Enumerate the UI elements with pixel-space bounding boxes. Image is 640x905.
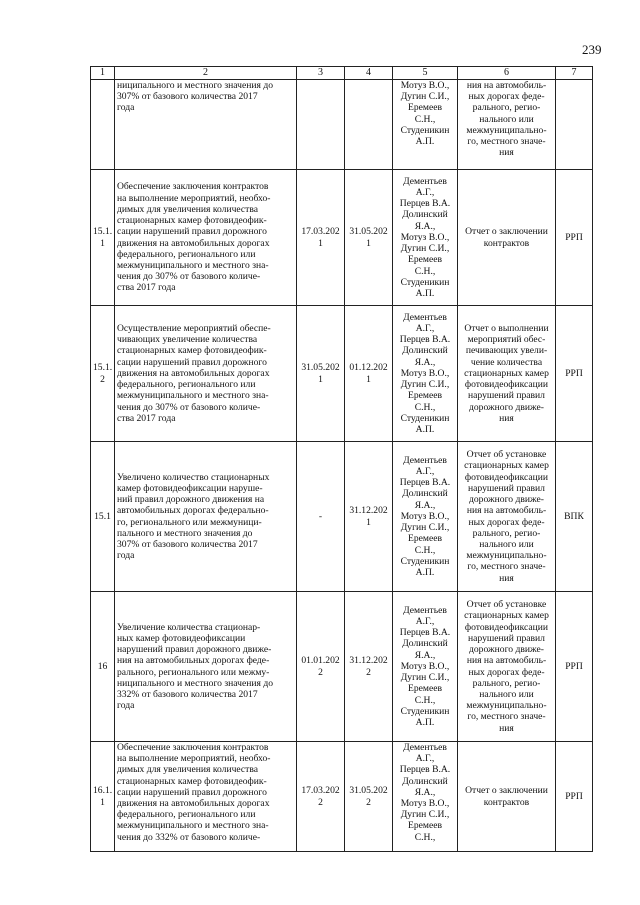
- result-document: Отчет о заключении контрактов: [465, 226, 548, 249]
- end-date: 31.12.202 1: [349, 505, 388, 528]
- header-cell: 2: [115, 67, 297, 80]
- table-row: [91, 442, 593, 592]
- row-number: 16.1. 1: [93, 785, 113, 808]
- header-cell: 3: [297, 67, 345, 80]
- header-row: [91, 67, 593, 80]
- table-row: [91, 170, 593, 306]
- responsible-persons: Дементьев А.Г., Перцев В.А. Долинский Я.А., Мотуз В.О., Дугин С.И., Еремеев С.Н., Студеникин А.П.: [399, 604, 451, 728]
- end-date: 31.05.202 2: [349, 785, 388, 808]
- header-cell: 1: [91, 67, 115, 80]
- control-level: РРП: [565, 790, 583, 802]
- start-date: 17.03.202 1: [301, 226, 340, 249]
- row-number: 16: [97, 660, 108, 672]
- table-row: [91, 592, 593, 742]
- end-date: 31.12.202 2: [349, 655, 388, 678]
- measure-name: Осуществление мероприятий обеспе- чивающих увеличение количества стационарных камер фотовидеофик- сации нарушений правил дорожного движения на автомобильных дорогах федерального, регионального или межмуниципального и местного зна- чения до 307% от базового количе- ства 2017 года: [117, 323, 271, 424]
- responsible-persons: Мотуз В.О., Дугин С.И., Еремеев С.Н., Студеникин А.П.: [400, 80, 450, 148]
- table-row: [91, 306, 593, 442]
- measure-name: Обеспечение заключения контрактов на выполнение мероприятий, необхо- димых для увеличения количества стационарных камер фотовидеофик- сации нарушений правил дорожного движения на автомобильных дорогах федерального, регионального или межмуниципального и местного зна- чения до 307% от базового количе- ства 2017 года: [117, 181, 271, 294]
- start-date: -: [318, 510, 323, 522]
- end-date: 01.12.202 1: [349, 362, 388, 385]
- table-row: [91, 80, 593, 170]
- result-document: Отчет о выполнении мероприятий обес- печивающих увели- чение количества стационарных камер фотовидеофиксации нарушений правил дорожного движе- ния: [464, 323, 549, 424]
- responsible-persons: Дементьев А.Г., Перцев В.А. Долинский Я.А., Мотуз В.О., Дугин С.И., Еремеев С.Н., Студеникин А.П.: [399, 175, 451, 299]
- control-level: ВПК: [564, 510, 584, 522]
- row-number: 15.1. 1: [93, 226, 113, 249]
- start-date: 01.01.202 2: [301, 655, 340, 678]
- control-level: РРП: [565, 367, 583, 379]
- start-date: 17.03.202 2: [301, 785, 340, 808]
- measure-name: Увеличение количества стационар- ных камер фотовидеофиксации нарушений правил дорожного движе- ния на автомобильных дорогах феде- рального, регионального или межму- ниципального и местного значения до 332% от базового количества 2017 года: [117, 621, 274, 712]
- measures-table: [90, 66, 593, 852]
- start-date: 31.05.202 1: [301, 362, 340, 385]
- page-number: 239: [582, 42, 602, 57]
- result-document: Отчет об установке стационарных камер фотовидеофиксации нарушений правил дорожного движе- ния на автомобиль- ных дорогах феде- рального, регио- нального или межмуниципально- го, местного значе- ния: [464, 449, 549, 584]
- end-date: 31.05.202 1: [349, 226, 388, 249]
- responsible-persons: Дементьев А.Г., Перцев В.А. Долинский Я.А., Мотуз В.О., Дугин С.И., Еремеев С.Н.,: [399, 742, 451, 843]
- header-cell: 7: [556, 67, 593, 80]
- measure-name: Увеличено количество стационарных камер фотовидеофиксации наруше- ний правил дорожного движения на автомобильных дорогах федерально- го, регионального или межмуници- пального и местного значения до 307% от базового количества 2017 года: [117, 471, 270, 562]
- row-number: 15.1. 2: [93, 362, 113, 385]
- table-row: [91, 742, 593, 852]
- control-level: РРП: [565, 660, 583, 672]
- responsible-persons: Дементьев А.Г., Перцев В.А. Долинский Я.А., Мотуз В.О., Дугин С.И., Еремеев С.Н., Студеникин А.П.: [399, 454, 451, 578]
- measure-name: ниципального и местного значения до 307% от базового количества 2017 года: [117, 80, 274, 114]
- header-cell: 5: [393, 67, 458, 80]
- row-number: 15.1: [94, 510, 111, 522]
- header-cell: 6: [458, 67, 556, 80]
- header-cell: 4: [345, 67, 393, 80]
- responsible-persons: Дементьев А.Г., Перцев В.А. Долинский Я.А., Мотуз В.О., Дугин С.И., Еремеев С.Н., Студеникин А.П.: [399, 311, 451, 435]
- result-document: Отчет о заключении контрактов: [465, 785, 548, 808]
- result-document: ния на автомобиль- ных дорогах феде- рального, регио- нального или межмуниципально- го, местного значе- ния: [466, 80, 547, 159]
- measure-name: Обеспечение заключения контрактов на выполнение мероприятий, необхо- димых для увеличения количества стационарных камер фотовидеофик- сации нарушений правил дорожного движения на автомобильных дорогах федерального, регионального или межмуниципального и местного зна- чения до 332% от базового количе-: [117, 742, 271, 843]
- control-level: РРП: [565, 231, 583, 243]
- result-document: Отчет об установке стационарных камер фотовидеофиксации нарушений правил дорожного движе- ния на автомобиль- ных дорогах феде- рального, регио- нального или межмуниципально- го, местного значе- ния: [464, 599, 549, 734]
